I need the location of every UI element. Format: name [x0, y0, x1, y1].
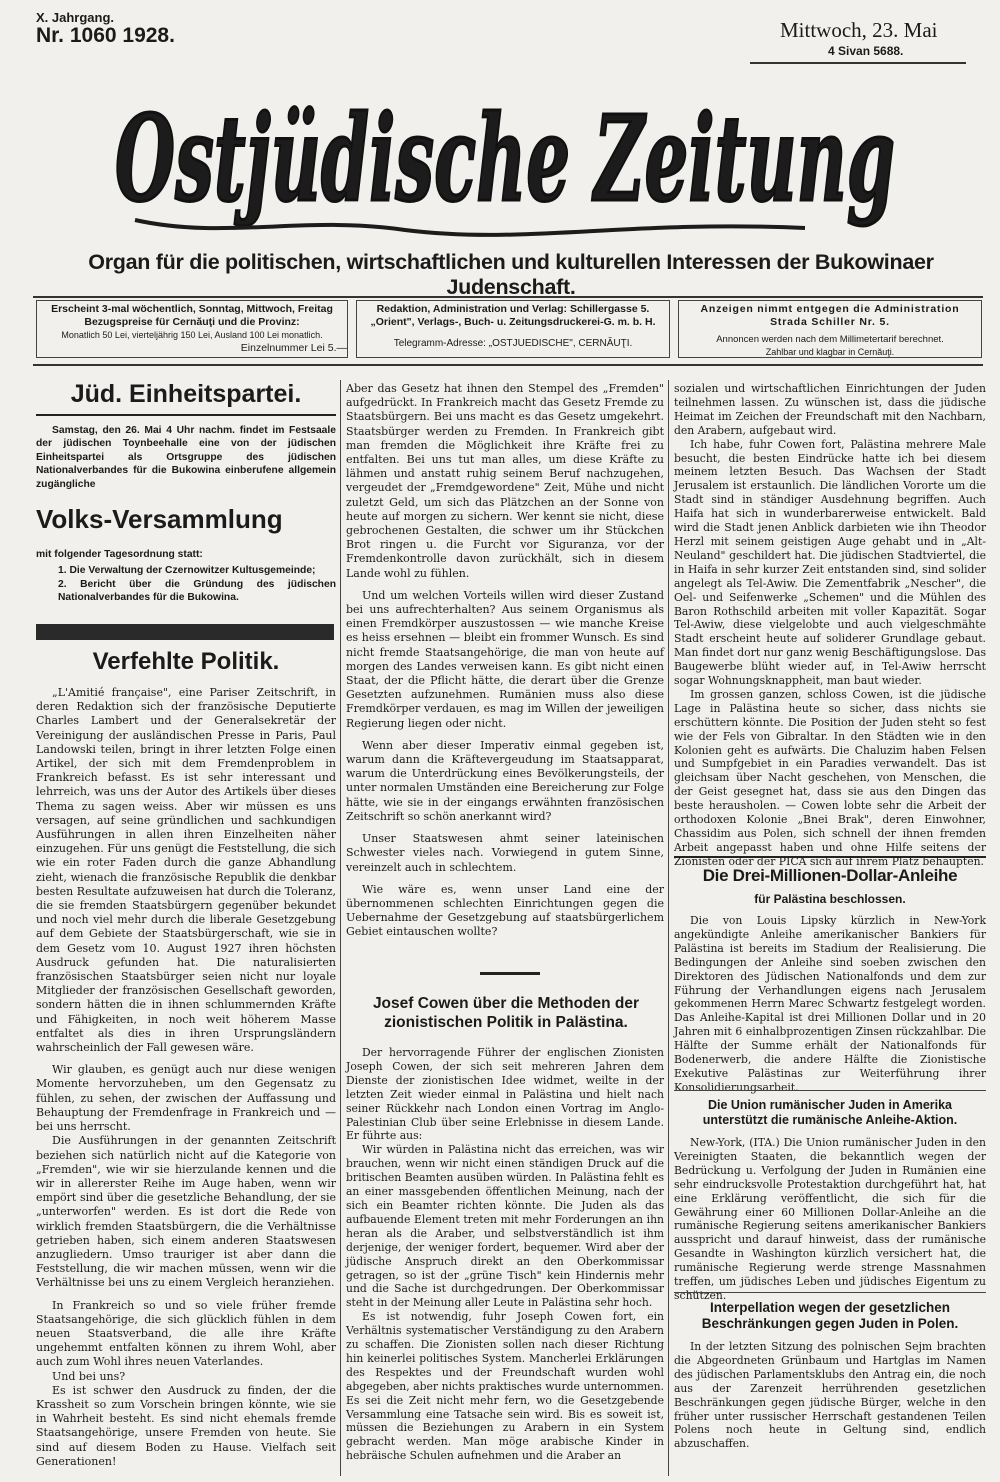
column-rule-2 — [668, 380, 669, 1476]
party-text: Samstag, den 26. Mai 4 Uhr nachm. findet im Festsaale der jüdischen Toynbeehalle eine von der jüdischen Einheitspartei als Ortsgruppe des jüdischen Nationalverbandes für die Bukowina einberufene allgemein zugängliche — [36, 425, 336, 490]
col2-para-3: Wenn aber dieser Imperativ einmal gegeben ist, warum dann die Kräftevergeudung im Staatsapparat, warum die Unterdrückung eines Bevölkerungsteils, der unter normalen Umständen eine Bereicherung zur Folge hätte, wie sie in der eingangs erwähnten französischen Zeitschrift so schön anerkannt wird? — [346, 738, 664, 823]
separator-rule — [480, 972, 540, 975]
col3-para-1: sozialen und wirtschaftlichen Einrichtungen der Juden teilnehmen lassen. Zu wünschen ist, dass die jüdische Heimat im Zeichen der Freundschaft mit den Nachbarn, den Arabern, aufgebaut wird. — [674, 382, 986, 437]
section-bar — [36, 624, 334, 640]
info-middle-3: Telegramm-Adresse: „OSTJUEDISCHE", CERNĂUŢI. — [393, 338, 633, 349]
info-left-4: Einzelnummer Lei 5.— — [240, 342, 347, 354]
agenda-item-2: 2. Bericht über die Gründung des jüdischen Nationalverbandes für die Bukowina. — [58, 578, 336, 604]
header-rule-right — [750, 62, 966, 64]
dollar-title: Die Drei-Millionen-Dollar-Anleihe — [702, 866, 958, 885]
cowen-para-3: Es ist notwendig, fuhr Joseph Cowen fort, ein Verhältnis systematischer Verständigung zu den Arabern zu schaffen. Die Zionisten sollen nach dieser Richtung hin keinerlei politisches System. Mancherlei Erklärungen des Respektes und der Freundschaft wurden wohl abgegeben, aber nichts praktisches wurde unternommen. Es sei die Zeit nicht mehr fern, wo die Gesetzgebende Versammlung eine Tatsache sein wird. Bis es soweit ist, müssen die Beziehungen zu Arabern in ein System gebracht werden. Man möge arabische Kinder in hebräische Schulen aufnehmen und die Araber an — [346, 1310, 664, 1463]
verfehlte-para-5: Und bei uns? — [52, 1369, 126, 1383]
info-right-1: Anzeigen nimmt entgegen die Administration — [700, 303, 960, 315]
paper-subtitle: Organ für die politischen, wirtschaftlichen und kulturellen Interessen der Bukowinaer Judenschaft. — [88, 250, 934, 299]
issue-date: Mittwoch, 23. Mai — [780, 18, 938, 42]
party-announcement — [36, 424, 336, 491]
dollar-top-rule — [674, 856, 986, 858]
subscription-box — [36, 300, 348, 358]
party-title-underline — [36, 414, 336, 416]
info-middle-1: Redaktion, Administration und Verlag: Schillergasse 5. — [376, 303, 650, 315]
col2-para-2: Und um welchen Vorteils willen wird dieser Zustand bei uns aufrechterhalten? Aus seinem Organismus als einen Fremdkörper auszustossen — wie manche Kreise es heiss ersehnen — bleibt ein frommer Wunsch. Es sind nicht fremde Staatsangehörige, die man von heute auf morgen des Landes verweisen kann. Es gibt nicht einen Staat, der die Pflicht hätte, die derart über die Grenze Gesetzten aufzunehmen. Rumänien muss also diese Fremdkörper verdauen, es mag im Willen der jeweiligen Regierung liegen oder nicht. — [346, 588, 664, 730]
verfehlte-para-1: „L'Amitié française", eine Pariser Zeitschrift, in deren Redaktion sich der französische Deputierte Charles Lambert und der Generalsekretär der Vereinigung der ausländischen Presse in Paris, Paul Landowski teilen, bringt in ihrer letzten Folge einen Artikel, der sich mit dem Fremdenproblem in Frankreich befasst. Es ist sehr interessant und lehrreich, was uns der Autor des Artikels über dieses Thema zu sagen weiss. Aber wir müssen es uns versagen, auf seine gründlichen und sachkundigen Ausführungen in allen ihren Einzelheiten näher einzugehen. Für uns genügt die Feststellung, die sich wie ein roter Faden durch die ganze Abhandlung zieht, wienach die französische Republik die denkbar besten Resultate aufzuweisen hat durch die Toleranz, die sie fremden Staatsbürgern gegenüber bekundet und noch viel mehr durch die liberale Gesetzgebung auf dem Gebiete der Staatsbürgerschaft, wie sie in dem Gesetz vom 10. August 1927 ihren höchsten Ausdruck gefunden hat. Die naturalisierten französischen Staatsbürger seien nicht nur loyale Mitglieder der französischen Gesellschaft geworden, sondern hätten die in ihnen schlummernden Kräfte und Fähigkeiten, in noch weit höherem Masse entfaltet als dies in ihren Ursprungsländern wahrscheinlich der Fall gewesen wäre. — [36, 686, 336, 1055]
union-title: Die Union rumänischer Juden in Amerika unterstützt die rumänische Anleihe-Aktion. — [702, 1098, 958, 1127]
union-text: New-York, (ITA.) Die Union rumänischer Juden in den Vereinigten Staaten, die bekanntlich wegen der Bedrückung u. Verfolgung der Juden in Rumänien eine sehr eindrucksvolle Protestaktion durchgeführt hat, hat eine Erklärung veröffentlicht, die sich für die Gewährung einer 60 Millionen Dollar-Anleihe an die rumänische Regierung seitens amerikanischer Bankiers ausspricht und darauf hinweist, dass der rumänische Gesandte in Washington kürzlich versichert hat, die rumänische Regierung werde strenge Massnahmen treffen, um jüdisches Leben und jüdisches Eigentum zu schützen. — [674, 1136, 986, 1302]
column-3-continuation — [674, 382, 986, 869]
info-middle-2: „Orient", Verlags-, Buch- u. Zeitungsdruckerei-G. m. b. H. — [370, 316, 656, 328]
advert-box — [678, 300, 982, 358]
masthead-logo — [105, 70, 905, 240]
column-2-continuation — [346, 382, 664, 940]
info-right-3: Annoncen werden nach dem Millimetertarif berechnet. — [716, 334, 944, 345]
interp-top-rule — [674, 1292, 986, 1293]
info-left-1: Erscheint 3-mal wöchentlich, Sonntag, Mittwoch, Freitag — [51, 303, 333, 315]
col2-para-5: Wie wäre es, wenn unser Land eine der übernommenen schlechten Einrichtungen gegen die Uebernahme der Gesetzgebung auf staatsbürgerlichem Gebiet eintauschen wollte? — [346, 882, 664, 939]
volume-label: X. Jahrgang. — [36, 10, 115, 25]
verfehlte-para-4: In Frankreich so und so viele früher fremde Staatsangehörige, die sich glücklich fühlen in dem neuen Staatsverband, die alle ihre Kräfte ungehemmt entfalten können zu ihrem Wohl, aber auch zum Wohl ihres neuen Vaterlandes. — [36, 1298, 336, 1369]
cowen-title: Josef Cowen über die Methoden der zionistischen Politik in Palästina. — [372, 995, 640, 1031]
info-right-4: Zahlbar und klagbar in Cernăuţi. — [765, 347, 895, 357]
interp-title: Interpellation wegen der gesetzlichen Beschränkungen gegen Juden in Polen. — [701, 1300, 959, 1331]
party-title: Jüd. Einheitspartei. — [70, 380, 302, 408]
issue-number: Nr. 1060 1928. — [36, 24, 175, 47]
cowen-para-2: Wir würden in Palästina nicht das erreichen, was wir brauchen, wenn wir nicht einen ständigen Druck auf die britischen Beamten ausüben würden. In Palästina fehlt es an einer massgebenden öffentlichen Meinung, nach der sich ein Beamter richten könnte. Die Juden als das aufbauende Element treten mit mehr Forderungen an ihn heran als die Araber, und selbstverständlich ist ihm derjenige, der weniger fordert, bequemer. Wird aber der jüdische Anspruch direkt an den Oberkommissar getragen, so ist der „grüne Tisch" kein Hindernis mehr und die Sache ist durchgedrungen. Der Oberkommissar steht in der Meinung aller Leute in Palästina sehr hoch. — [346, 1143, 664, 1310]
col3-para-2: Ich habe, fuhr Cowen fort, Palästina mehrere Male besucht, die besten Eindrücke hatte ich bei diesem meinem letzten Besuch. Das Wachsen der Stadt Jerusalem ist erstaunlich. Die ländlichen Vororte um die Stadt sind in ständiger Ausdehnung begriffen. Auch Haifa hat sich in wunderbarerweise entwickelt. Bald wird die Stadt jenen Anblick darbieten wie ihn Theodor Herzl mit seinem geistigen Auge gehabt und in „Alt-Neuland" geschildert hat. Die jüdischen Stadtviertel, die in Haifa in sehr kurzer Zeit entstanden sind, sind solider angelegt als Tel-Awiw. Die Zementfabrik „Nescher", die Oel- und Seifenwerke „Schemen" und die Mühlen des Baron Rothschild arbeiten mit voller Kapazität. Sogar Tel-Awiw, diese vielgelobte und auch vielgeschmähte Stadt erscheint heute auf soliderer Grundlage gebaut. Man findet dort nur ganz wenig Beschäftigungslose. Das Baugewerbe blüht wieder auf, in Tel-Awiw herrscht sogar Wohnungsknappheit, man baut wieder. — [674, 437, 986, 688]
verfehlte-para-6: Es ist schwer den Ausdruck zu finden, der die Krassheit so zum Vorschein bringen könnte, wie sie in Wahrheit besteht. Es sind nicht ehemals fremde Staatsangehörige, unsere Fremden von heute. Sie sind auf diesem Boden zu Hause. Vielfach seit Generationen! — [36, 1383, 336, 1468]
info-left-2: Bezugspreise für Cernăuţi und die Provinz: — [84, 316, 300, 328]
cowen-para-1: Der hervorragende Führer der englischen Zionisten Joseph Cowen, der sich seit mehreren Jahren dem Dienste der zionistischen Idee widmet, weilte in der letzten Zeit wieder einmal in Palästina und hielt nach seiner Rückkehr nach London einen Vortrag im Anglo-Palestinian Club über seine Erlebnisse in diesem Lande. Er führte aus: — [346, 1046, 664, 1143]
union-article-body — [674, 1136, 986, 1303]
agenda-item-1: 1. Die Verwaltung der Czernowitzer Kultusgemeinde; — [58, 565, 316, 577]
info-right-2: Strada Schiller Nr. 5. — [770, 316, 890, 328]
column-rule-1 — [340, 380, 341, 1476]
interp-article-body — [674, 1340, 986, 1451]
article-title-verfehlte: Verfehlte Politik. — [92, 648, 280, 675]
union-top-rule — [674, 1090, 986, 1091]
agenda-intro: mit folgender Tagesordnung statt: — [36, 549, 203, 560]
agenda-block — [36, 548, 336, 605]
meeting-title: Volks-Versammlung — [36, 504, 283, 534]
dollar-article-body — [674, 914, 986, 1095]
verfehlte-para-3: Die Ausführungen in der genannten Zeitschrift beziehen sich natürlich nicht auf die Kategorie von „Fremden", wie wir sie hierzulande kennen und die wir in allererster Reihe im Auge haben, wenn wir empört sind über die gesetzliche Behandlung, der sie „unterworfen" werden. Es ist dort die Rede von wirklich fremden Staatsbürgern, die die Verhältnisse getrieben haben, sich einem anderen Staatswesen anzugliedern. Umso trauriger ist aber dann die Feststellung, die wir machen müssen, wenn wir die Verhältnisse bei uns zu einem Vergleich heranziehen. — [36, 1134, 336, 1290]
col3-para-3: Im grossen ganzen, schloss Cowen, ist die jüdische Lage in Palästina heute so sicher, dass nichts sie erschüttern könnte. Die Position der Juden steht so fest wie der Fels von Gibraltar. In den Städten wie in den Kolonien geht es aufwärts. Die Chaluzim haben Felsen und Sumpfgebiet in ein Paradies verwandelt. Das ist gleichsam über Nacht geschehen, von Menschen, die der Geist gesegnet hat, dass sie aus den Dingen das beste herausholen. — Cowen lobte sehr die Arbeit der orthodoxen Kolonie „Bnei Brak", deren Einwohner, Chassidim aus Polen, sich schnell der ihnen fremden Arbeit angepasst haben und ohne Hilfe seitens der Zionisten oder der PICA sich auf ihrem Platz behaupten. — [674, 687, 986, 868]
article-verfehlte-body — [36, 686, 336, 1469]
masthead-text: Ostjüdische Zeitung — [115, 89, 895, 228]
info-left-3: Monatlich 50 Lei, vierteljährig 150 Lei, Ausland 100 Lei monatlich. — [61, 330, 323, 340]
col2-para-4: Unser Staatswesen ahmt seiner lateinischen Schwester vieles nach. Vorwiegend in gutem Sinne, vereinzelt auch in schlechtem. — [346, 832, 664, 874]
verfehlte-para-2: Wir glauben, es genügt auch nur diese wenigen Momente hervorzuheben, um den Gegensatz zu fühlen, zu sehen, der zwischen der Auffassung und Behauptung der Fremdenfrage in Frankreich und — bei uns herrscht. — [36, 1063, 336, 1134]
dollar-text: Die von Louis Lipsky kürzlich in New-York angekündigte Anleihe amerikanischer Bankiers für Palästina ist bereits im Stadium der Realisierung. Die Bedingungen der Anleihe sind soeben zwischen den Direktoren des Jüdischen Nationalfonds und dem zur Führung der Verhandlungen eigens nach Jerusalem gekommenen Herrn Marec Schwartz festgelegt worden. Das Anleihe-Kapital ist drei Millionen Dollar und in 20 Jahren mit 6 einhalbprozentigen Zinsen rückzahlbar. Die Hälfte der Summe erhält der Nationalfonds für Bodenerwerb, die andere Hälfte die Zionistische Exekutive Palästinas zur Weiterführung ihrer Konsolidierungsarbeit. — [674, 914, 986, 1094]
dollar-subtitle: für Palästina beschlossen. — [754, 892, 906, 906]
interp-text: In der letzten Sitzung des polnischen Sejm brachten die Abgeordneten Grünbaum und Hartglas im Namen des jüdischen Parlamentsklubs den Antrag ein, die noch aus der Zarenzeit herrührenden gesetzlichen Beschränkungen gegen jüdische Bürger, welche in den früher unter russischer Herrschaft gestandenen Teilen Polens noch heute in Geltung sind, endlich abzuschaffen. — [674, 1340, 986, 1451]
hebrew-date: 4 Sivan 5688. — [828, 44, 904, 58]
col2-para-1: Aber das Gesetz hat ihnen den Stempel des „Fremden" aufgedrückt. In Frankreich macht das Gesetz Fremde zu Staatsbürgern. Bei uns macht es das Gesetz umgekehrt. Staatsbürger werden zu Fremden. In Frankreich gibt man fremden die Möglichkeit ihre Kräfte frei zu entfalten. Bei uns tut man alles, um diese Kräfte zu lähmen und anstatt ruhig seinem Beruf nachzugehen, vergeudet der „Fremdgewordene" Zeit, Mühe und nicht zuletzt Geld, um sich das Plätzchen an der Sonne von heute auf morgen zu sichern. Wer kennt sie nicht, diese gebrochenen Gestalten, die schwer um ihr Stückchen Brot ringen u. die Furcht vor Siguranza, vor der Fremdenkontrolle davon zurückhält, sich in diesem Lande wohl zu fühlen. — [346, 382, 664, 580]
editorial-box — [356, 300, 670, 358]
cowen-article-body — [346, 1046, 664, 1463]
